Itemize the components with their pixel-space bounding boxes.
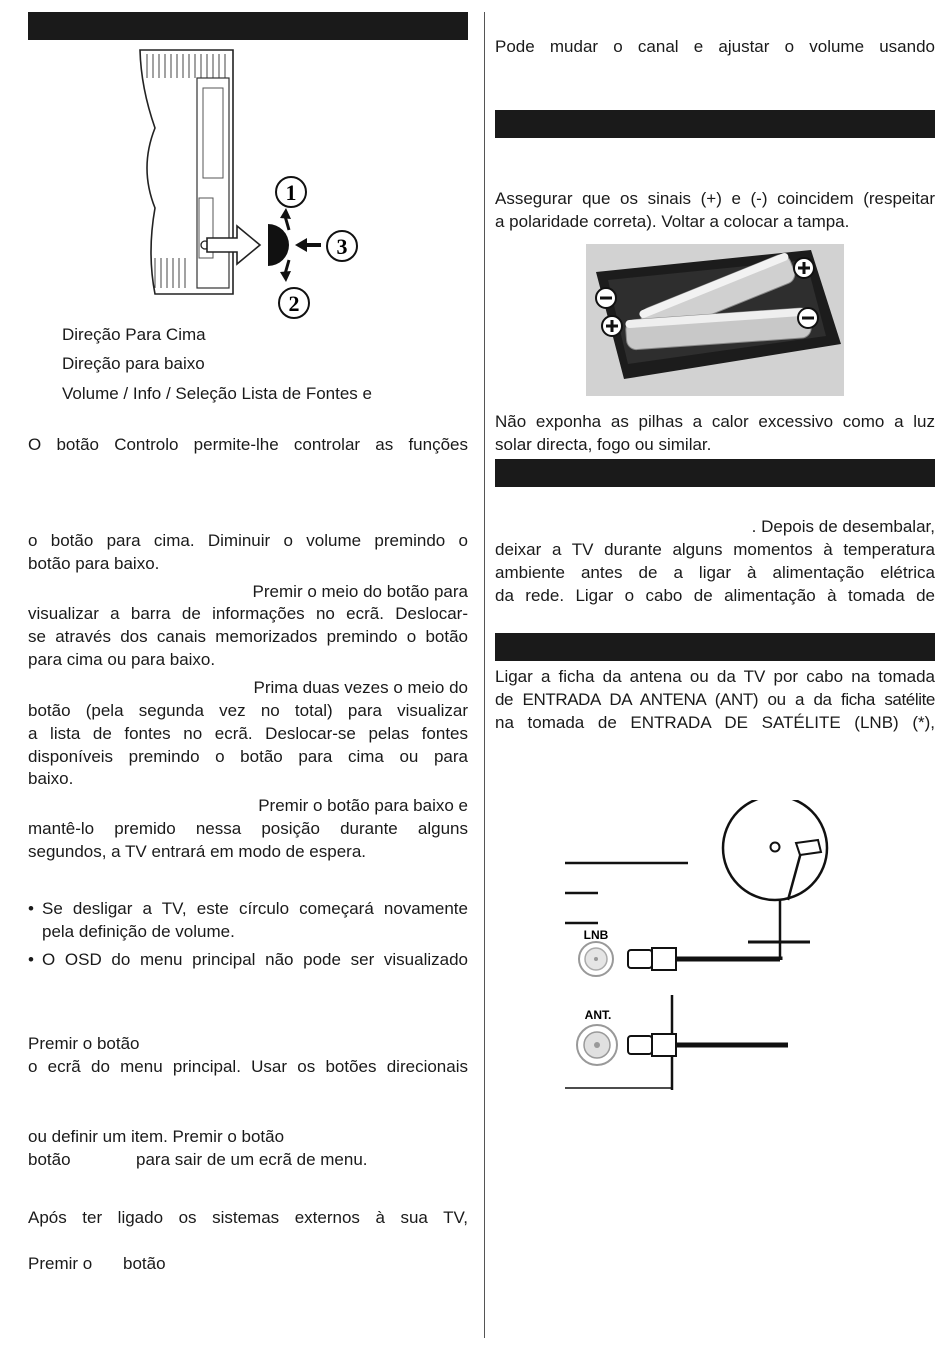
lnb-label: LNB (583, 928, 609, 942)
section-heading-bar (495, 459, 935, 487)
section-heading-bar (495, 110, 935, 138)
paragraph-standby-line3: segundos, a TV entrará em modo de espera. (28, 842, 366, 861)
paragraph-source-line3: a lista de fontes no ecrã. Deslocar-se pelas fontes (28, 724, 468, 743)
paragraph-unpack-line2: deixar a TV durante alguns momentos à temperatura (495, 540, 935, 559)
paragraph-press-a: Premir o (28, 1254, 93, 1273)
paragraph-antenna-line2: de ENTRADA DA ANTENA (ANT) ou a da ficha satélite (495, 690, 935, 709)
paragraph-heat-line2: solar directa, fogo ou similar. (495, 435, 712, 454)
paragraph-control-button: O botão Controlo permite-lhe controlar as funções (28, 435, 468, 454)
note-bullet-1-line2: pela definição de volume. (42, 922, 235, 941)
control-button-diagram (135, 48, 365, 323)
diagram-number-2: 2 (288, 291, 300, 316)
paragraph-antenna-line1: Ligar a ficha da antena ou da TV por cabo na tomada (495, 667, 935, 686)
paragraph-volume-line1: o botão para cima. Diminuir o volume premindo o (28, 531, 468, 550)
paragraph-standby-line2: mantê-lo premido nessa posição durante alguns (28, 819, 468, 838)
paragraph-antenna-line3: na tomada de ENTRADA DE SATÉLITE (LNB) (*), (495, 713, 935, 732)
paragraph-item-line1: ou definir um item. Premir o botão (28, 1127, 285, 1146)
antenna-connection-diagram (560, 800, 835, 1095)
paragraph-menu-line1: Premir o botão (28, 1034, 140, 1053)
note-bullet-1: • Se desligar a TV, este círculo começará novamente pela definição de volume. (28, 899, 468, 941)
section-heading-bar (495, 633, 935, 661)
paragraph-channel-line4: para cima ou para baixo. (28, 650, 216, 669)
label-volume-info: Volume / Info / Seleção Lista de Fontes e (62, 384, 372, 403)
paragraph-channel-line1: Premir o meio do botão para (252, 582, 468, 601)
paragraph-press-b: botão (123, 1254, 166, 1273)
paragraph-source-line4: disponíveis premindo o botão para cima ou para (28, 747, 468, 766)
paragraph-polarity-line2: a polaridade correta). Voltar a colocar a tampa. (495, 212, 850, 231)
label-up: Direção Para Cima (62, 325, 206, 344)
paragraph-item-line2b: para sair de um ecrã de menu. (136, 1150, 368, 1169)
column-divider (484, 12, 485, 1338)
paragraph-source-line2: botão (pela segunda vez no total) para visualizar (28, 701, 468, 720)
paragraph-unpack-line1: . Depois de desembalar, (751, 517, 935, 536)
paragraph-heat-line1: Não exponha as pilhas a calor excessivo como a luz (495, 412, 935, 431)
paragraph-external: Após ter ligado os sistemas externos à sua TV, (28, 1208, 468, 1227)
paragraph-unpack-line4: da rede. Ligar o cabo de alimentação à tomada de (495, 586, 935, 605)
diagram-number-1: 1 (285, 180, 297, 205)
note-bullet-1-line1: Se desligar a TV, este círculo começará novamente (42, 899, 468, 918)
paragraph-polarity-line1: Assegurar que os sinais (+) e (-) coincidem (respeitar (495, 189, 935, 208)
label-down: Direção para baixo (62, 354, 205, 373)
batteries-image (586, 244, 844, 396)
paragraph-channel-volume: Pode mudar o canal e ajustar o volume usando (495, 37, 935, 56)
note-bullet-2: • O OSD do menu principal não pode ser visualizado (28, 950, 468, 969)
diagram-number-3: 3 (336, 234, 348, 259)
paragraph-channel-line3: se através dos canais memorizados premindo o botão (28, 627, 468, 646)
note-bullet-2-line1: O OSD do menu principal não pode ser visualizado (42, 950, 468, 969)
ant-label: ANT. (584, 1008, 612, 1022)
paragraph-source-line1: Prima duas vezes o meio do (253, 678, 468, 697)
paragraph-menu-line2: o ecrã do menu principal. Usar os botões direcionais (28, 1057, 468, 1076)
paragraph-source-line5: baixo. (28, 769, 74, 788)
paragraph-standby-line1: Premir o botão para baixo e (258, 796, 468, 815)
section-heading-bar (28, 12, 468, 40)
paragraph-unpack-line3: ambiente antes de a ligar à alimentação elétrica (495, 563, 935, 582)
paragraph-item-line2a: botão (28, 1150, 71, 1169)
paragraph-channel-line2: visualizar a barra de informações no ecrã. Deslocar- (28, 604, 468, 623)
paragraph-volume-line2: botão para baixo. (28, 554, 160, 573)
